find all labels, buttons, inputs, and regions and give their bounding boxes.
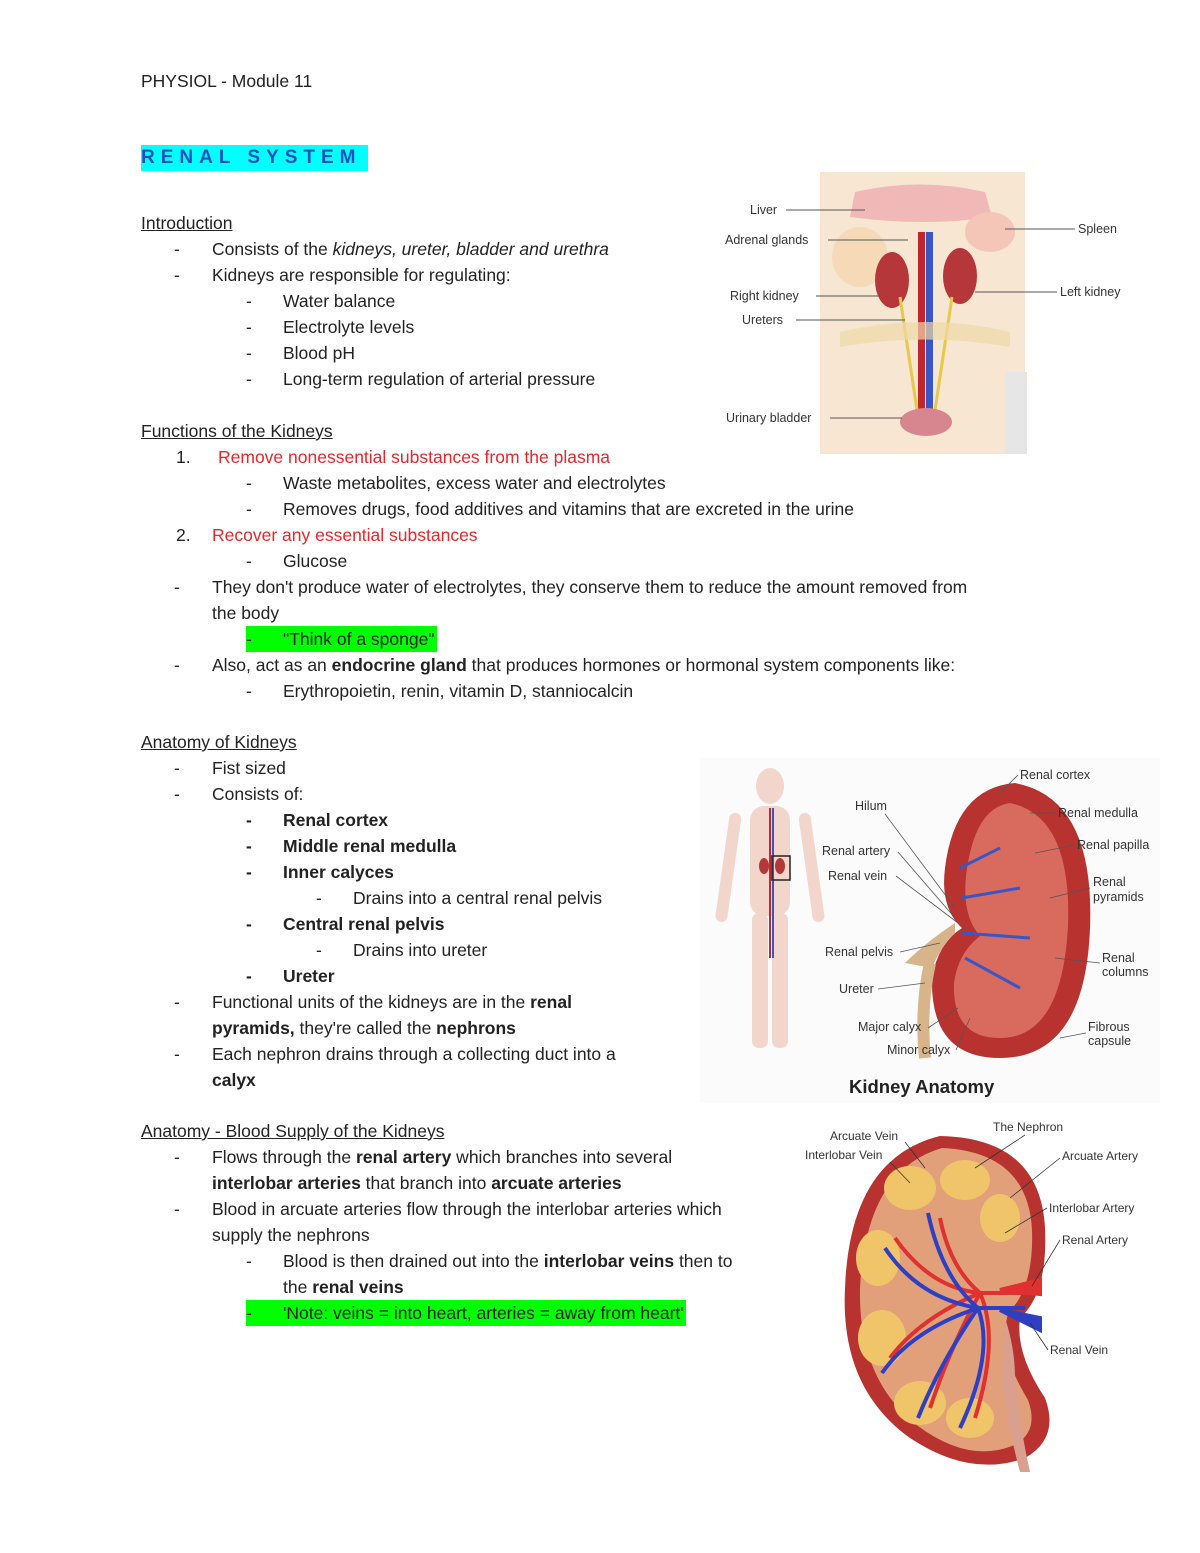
intro-sub-item: Long-term regulation of arterial pressure (283, 369, 596, 389)
intro-bullet-2: Kidneys are responsible for regulating: (212, 265, 511, 285)
functions-item-1: Remove nonessential substances from the plasma (218, 447, 611, 467)
fig3-label-interlobar-vein: Interlobar Vein (805, 1148, 883, 1162)
fig3-label-renal-vein: Renal Vein (1050, 1343, 1109, 1357)
fig1-label-adrenal: Adrenal glands (725, 233, 809, 247)
fig3-label-arcuate-vein: Arcuate Vein (830, 1129, 899, 1143)
intro-sub-item: Blood pH (283, 343, 355, 363)
fig2-label-renal-papilla: Renal papilla (1077, 838, 1150, 852)
fig1-label-ureters: Ureters (742, 313, 783, 327)
bullet-dash: - (246, 343, 252, 363)
bullet-dash: - (174, 239, 180, 259)
blood-bullet-2-line2: supply the nephrons (212, 1225, 370, 1245)
bullet-dash: - (246, 1303, 252, 1323)
fig2-label-fibrous-capsule-2: capsule (1088, 1034, 1132, 1048)
blood-sub-line1: Blood is then drained out into the interlobar veins then to (283, 1251, 733, 1271)
bullet-dash: - (174, 758, 180, 778)
anatomy-part: Ureter (283, 966, 335, 986)
fig2-label-fibrous-capsule-1: Fibrous (1088, 1020, 1130, 1034)
fig2-label-renal-columns-2: columns (1102, 965, 1149, 979)
anatomy-part: Renal cortex (283, 810, 389, 830)
fig1-label-spleen: Spleen (1078, 222, 1117, 236)
functions-sub-item: Removes drugs, food additives and vitamins that are excreted in the urine (283, 499, 855, 519)
functions-bullet-3-line2: the body (212, 603, 280, 623)
list-number: 2. (176, 525, 191, 545)
liver-shape (850, 185, 992, 223)
fig3-label-arcuate-artery: Arcuate Artery (1062, 1149, 1139, 1163)
anatomy-functional-line1: Functional units of the kidneys are in the renal (212, 992, 572, 1012)
bullet-dash: - (246, 369, 252, 389)
anatomy-nephron-line1: Each nephron drains through a collecting duct into a (212, 1044, 616, 1064)
anatomy-part: Central renal pelvis (283, 914, 445, 934)
bullet-dash: - (174, 784, 180, 804)
anatomy-part: Inner calyces (283, 862, 394, 882)
bullet-dash: - (174, 577, 180, 597)
functions-item-2: Recover any essential substances (212, 525, 478, 545)
fig1-label-liver: Liver (750, 203, 778, 217)
functions-bullet-4: Also, act as an endocrine gland that produces hormones or hormonal system components like: (212, 655, 956, 675)
fig2-label-renal-cortex: Renal cortex (1020, 768, 1091, 782)
bladder-shape (900, 408, 952, 436)
intro-sub-item: Electrolyte levels (283, 317, 415, 337)
right-kidney-shape (875, 252, 909, 308)
blood-bullet-1-line2: interlobar arteries that branch into arcuate arteries (212, 1173, 622, 1193)
list-number: 1. (176, 447, 191, 467)
bullet-dash: - (246, 291, 252, 311)
fig1-label-right-kidney: Right kidney (730, 289, 799, 303)
fig2-label-renal-pyramids-2: pyramids (1093, 890, 1144, 904)
intro-bullet-1: Consists of the kidneys, ureter, bladder and urethra (212, 239, 609, 259)
blood-bullet-2-line1: Blood in arcuate arteries flow through the interlobar arteries which (212, 1199, 722, 1219)
bullet-dash: - (316, 940, 322, 960)
fig2-caption: Kidney Anatomy (849, 1076, 995, 1097)
bullet-dash: - (246, 473, 252, 493)
functions-bullet-3-line1: They don't produce water of electrolytes, they conserve them to reduce the amount removed from (212, 577, 968, 597)
anatomy-sub-item: Drains into ureter (353, 940, 488, 960)
bullet-dash: - (246, 629, 252, 649)
sponge-note: "Think of a sponge" (283, 629, 435, 649)
fig2-label-renal-pelvis: Renal pelvis (825, 945, 894, 959)
bullet-dash: - (246, 914, 252, 934)
fig2-label-minor-calyx: Minor calyx (887, 1043, 951, 1057)
note-highlight (246, 1300, 686, 1326)
sponge-highlight (246, 626, 437, 652)
blood-heading: Anatomy - Blood Supply of the Kidneys (141, 1121, 445, 1141)
bullet-dash: - (246, 862, 252, 882)
anatomy-nephron-line2: calyx (212, 1070, 256, 1090)
bullet-dash: - (246, 810, 252, 830)
bullet-dash: - (246, 499, 252, 519)
intro-sub-item: Water balance (283, 291, 396, 311)
bullet-dash: - (246, 317, 252, 337)
fig2-label-ureter: Ureter (839, 982, 874, 996)
fig2-label-hilum: Hilum (855, 799, 887, 813)
fig3-label-renal-artery: Renal Artery (1062, 1233, 1129, 1247)
anatomy-heading: Anatomy of Kidneys (141, 732, 297, 752)
nephron-blood-supply-figure (800, 1118, 1160, 1472)
fig2-label-major-calyx: Major calyx (858, 1020, 922, 1034)
bullet-dash: - (246, 551, 252, 571)
blood-bullet-1-line1: Flows through the renal artery which branches into several (212, 1147, 673, 1167)
functions-heading: Functions of the Kidneys (141, 421, 333, 441)
fig3-label-interlobar-artery: Interlobar Artery (1049, 1201, 1135, 1215)
functions-sub-item: Glucose (283, 551, 348, 571)
fig2-label-renal-pyramids-1: Renal (1093, 875, 1126, 889)
functions-sub-item: Erythropoietin, renin, vitamin D, stanniocalcin (283, 681, 634, 701)
fig1-label-bladder: Urinary bladder (726, 411, 812, 425)
bullet-dash: - (174, 1147, 180, 1167)
bullet-dash: - (174, 1044, 180, 1064)
anatomy-bullet-1: Fist sized (212, 758, 286, 778)
anatomy-sub-item: Drains into a central renal pelvis (353, 888, 603, 908)
bullet-dash: - (246, 681, 252, 701)
fig2-label-renal-medulla: Renal medulla (1058, 806, 1138, 820)
fig1-label-left-kidney: Left kidney (1060, 285, 1121, 299)
anatomy-part: Middle renal medulla (283, 836, 457, 856)
page-title: RENAL SYSTEM (141, 145, 368, 171)
bullet-dash: - (316, 888, 322, 908)
bullet-dash: - (174, 655, 180, 675)
spleen-shape (965, 212, 1015, 252)
functions-sub-item: Waste metabolites, excess water and electrolytes (283, 473, 666, 493)
urinary-system-figure (720, 172, 1140, 454)
anatomy-bullet-2: Consists of: (212, 784, 304, 804)
blood-note: 'Note: veins = into heart, arteries = away from heart' (283, 1303, 684, 1323)
bullet-dash: - (174, 1199, 180, 1219)
anatomy-functional-line2: pyramids, they're called the nephrons (212, 1018, 516, 1038)
left-kidney-shape (943, 248, 977, 304)
fig3-label-the-nephron: The Nephron (993, 1120, 1064, 1134)
fig2-label-renal-columns-1: Renal (1102, 951, 1135, 965)
page-header: PHYSIOL - Module 11 (141, 71, 313, 91)
bullet-dash: - (246, 1251, 252, 1271)
intro-heading: Introduction (141, 213, 233, 233)
bullet-dash: - (174, 992, 180, 1012)
fig2-label-renal-artery: Renal artery (822, 844, 891, 858)
bullet-dash: - (246, 836, 252, 856)
kidney-anatomy-figure (700, 758, 1160, 1103)
bullet-dash: - (246, 966, 252, 986)
fig2-label-renal-vein: Renal vein (828, 869, 888, 883)
torso-edge (1005, 372, 1027, 454)
bullet-dash: - (174, 265, 180, 285)
blood-sub-line2: the renal veins (283, 1277, 404, 1297)
